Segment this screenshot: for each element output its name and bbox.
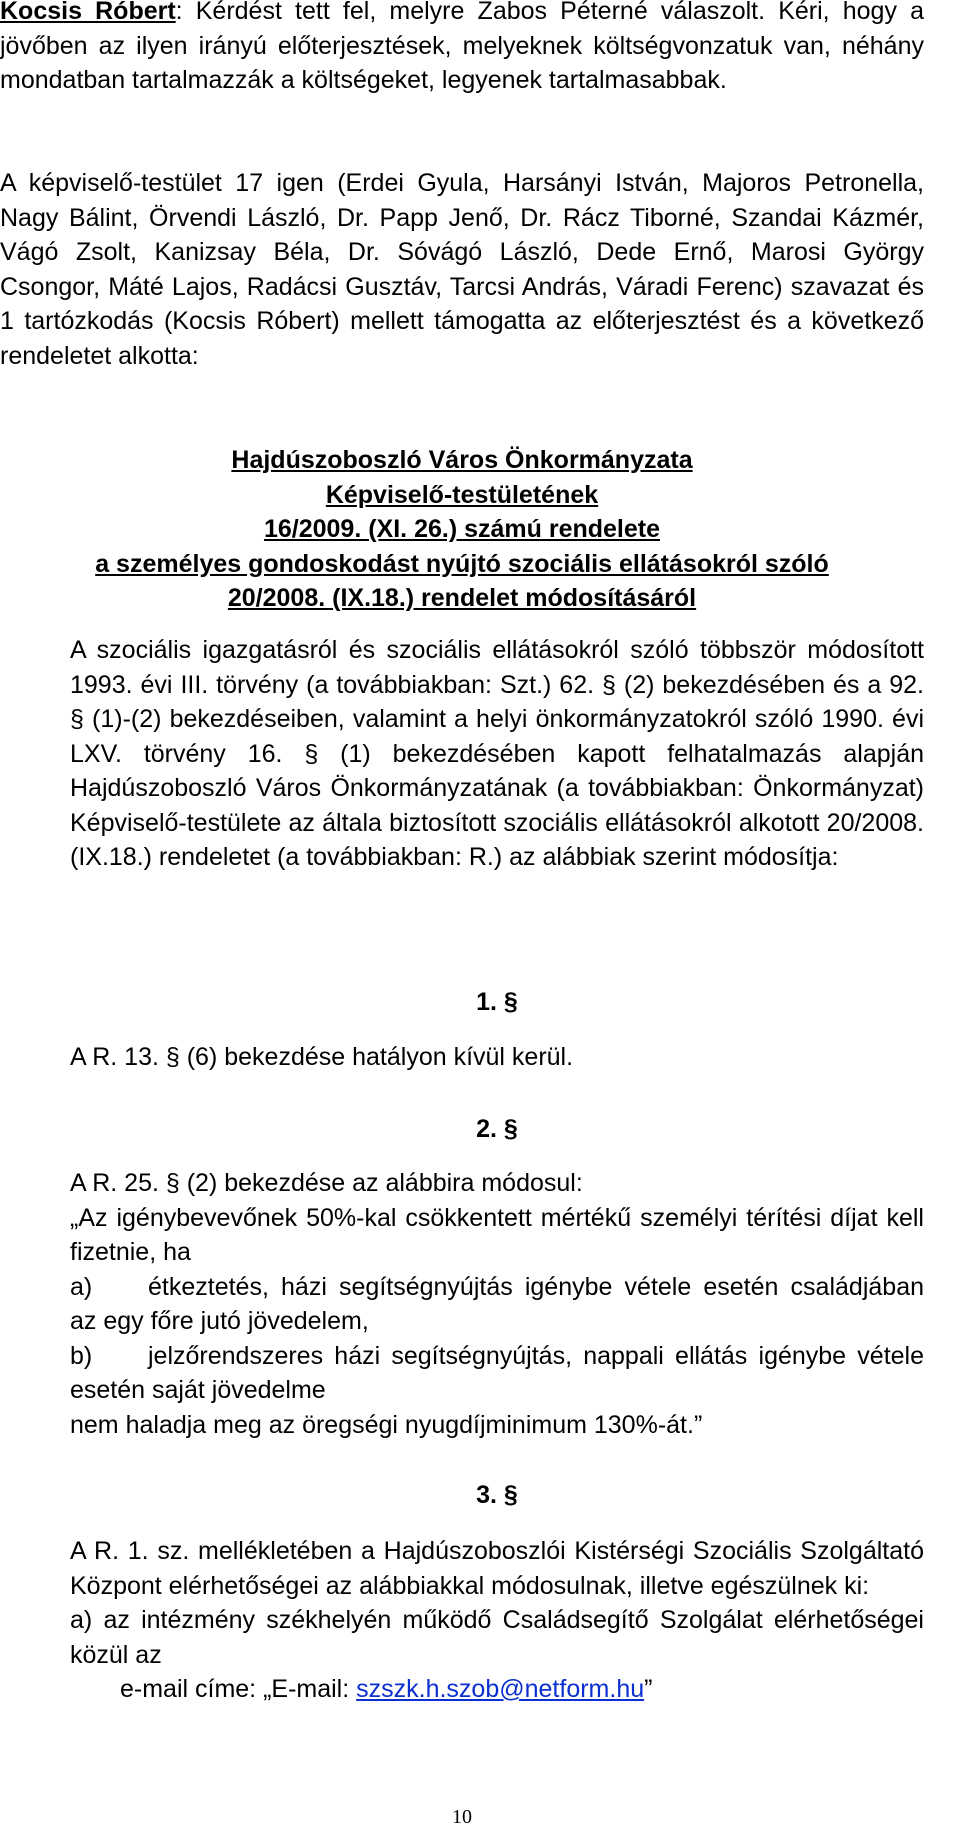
item-b-label: b) <box>70 1341 93 1370</box>
heading-line-5: 20/2008. (IX.18.) rendelet módosításáról <box>227 584 697 612</box>
section-2-closing: nem haladja meg az öregségi nyugdíjminimum 130%-át.” <box>70 1410 703 1439</box>
email-link[interactable]: szszk.h.szob@netform.hu <box>356 1675 645 1703</box>
section-3-title: 3. § <box>476 1481 518 1509</box>
email-suffix: ” <box>644 1675 653 1703</box>
email-prefix: e-mail címe: „E-mail: <box>120 1675 357 1703</box>
section-1-title: 1. § <box>476 988 518 1016</box>
section-2-body <box>70 1166 924 1442</box>
section-1-text: A R. 13. § (6) bekezdése hatályon kívül kerül. <box>70 1043 574 1071</box>
section-2-quote: „Az igénybevevőnek 50%-kal csökkentett mértékű személyi térítési díjat kell fizetnie, ha <box>70 1203 924 1266</box>
heading-line-4: a személyes gondoskodást nyújtó szociális ellátásokról szóló <box>95 549 829 578</box>
section-2-intro: A R. 25. § (2) bekezdése az alábbira módosul: <box>70 1169 583 1197</box>
preamble-paragraph: A szociális igazgatásról és szociális ellátásokról szóló többször módosított 1993. évi III. törvény (a továbbiakban: Szt.) 62. § (2) bekezdésében és a 92. § (1)-(2) bekezdéseiben, valamint a helyi önkormányzatokról szóló 1990. évi LXV. törvény 16. § (1) bekezdésében kapott felhatalmazás alapján Hajdúszoboszló Város Önkormányzatának (a továbbiakban: Önkormányzat) Képviselő-testülete az általa biztosított szociális ellátásokról alkotott 20/2008. (IX.18.) rendeletet (a továbbiakban: R.) az alábbiak szerint módosítja: <box>70 636 924 871</box>
section-2-title: 2. § <box>476 1115 518 1143</box>
heading-line-3: 16/2009. (XI. 26.) számú rendelete <box>263 515 661 543</box>
heading-line-1: Hajdúszoboszló Város Önkormányzata <box>231 446 693 474</box>
item-b-text: jelzőrendszeres házi segítségnyújtás, nappali ellátás igénybe vétele esetén saját jövedelme <box>70 1341 924 1404</box>
email-line <box>70 1672 924 1707</box>
intro-paragraph <box>0 0 924 98</box>
intro-text: : Kérdést tett fel, melyre Zabos Péterné válaszolt. Kéri, hogy a jövőben az ilyen irányú előterjesztések, melyeknek költségvonzatuk van, néhány mondatban tartalmazzák a költségeket, legyenek tartalmasabbak. <box>0 0 924 94</box>
section-3-body <box>70 1534 924 1707</box>
heading-line-2: Képviselő-testületének <box>325 480 599 509</box>
section-2-item-b <box>70 1339 924 1408</box>
item-a-label: a) <box>70 1272 93 1301</box>
page-number: 10 <box>452 1806 472 1828</box>
speaker-name: Kocsis Róbert <box>0 0 176 25</box>
section-3-item-a: a) az intézmény székhelyén működő Családsegítő Szolgálat elérhetőségei közül az <box>70 1606 924 1669</box>
vote-paragraph: A képviselő-testület 17 igen (Erdei Gyula, Harsányi István, Majoros Petronella, Nagy Bálint, Örvendi László, Dr. Papp Jenő, Dr. Rácz Tiborné, Szandai Kázmér, Vágó Zsolt, Kanizsay Béla, Dr. Sóvágó László, Dede Ernő, Marosi György Csongor, Máté Lajos, Radácsi Gusztáv, Tarcsi András, Váradi Ferenc) szavazat és 1 tartózkodás (Kocsis Róbert) mellett támogatta az előterjesztést és a következő rendeletet alkotta: <box>0 169 924 370</box>
section-3-text: A R. 1. sz. mellékletében a Hajdúszoboszlói Kistérségi Szociális Szolgáltató Központ elérhetőségei az alábbiakkal módosulnak, illetve egészülnek ki: <box>70 1537 924 1600</box>
decree-heading <box>0 443 924 616</box>
section-2-item-a <box>70 1270 924 1339</box>
item-a-text: étkeztetés, házi segítségnyújtás igénybe vétele esetén családjában az egy főre jutó jövedelem, <box>70 1272 924 1335</box>
